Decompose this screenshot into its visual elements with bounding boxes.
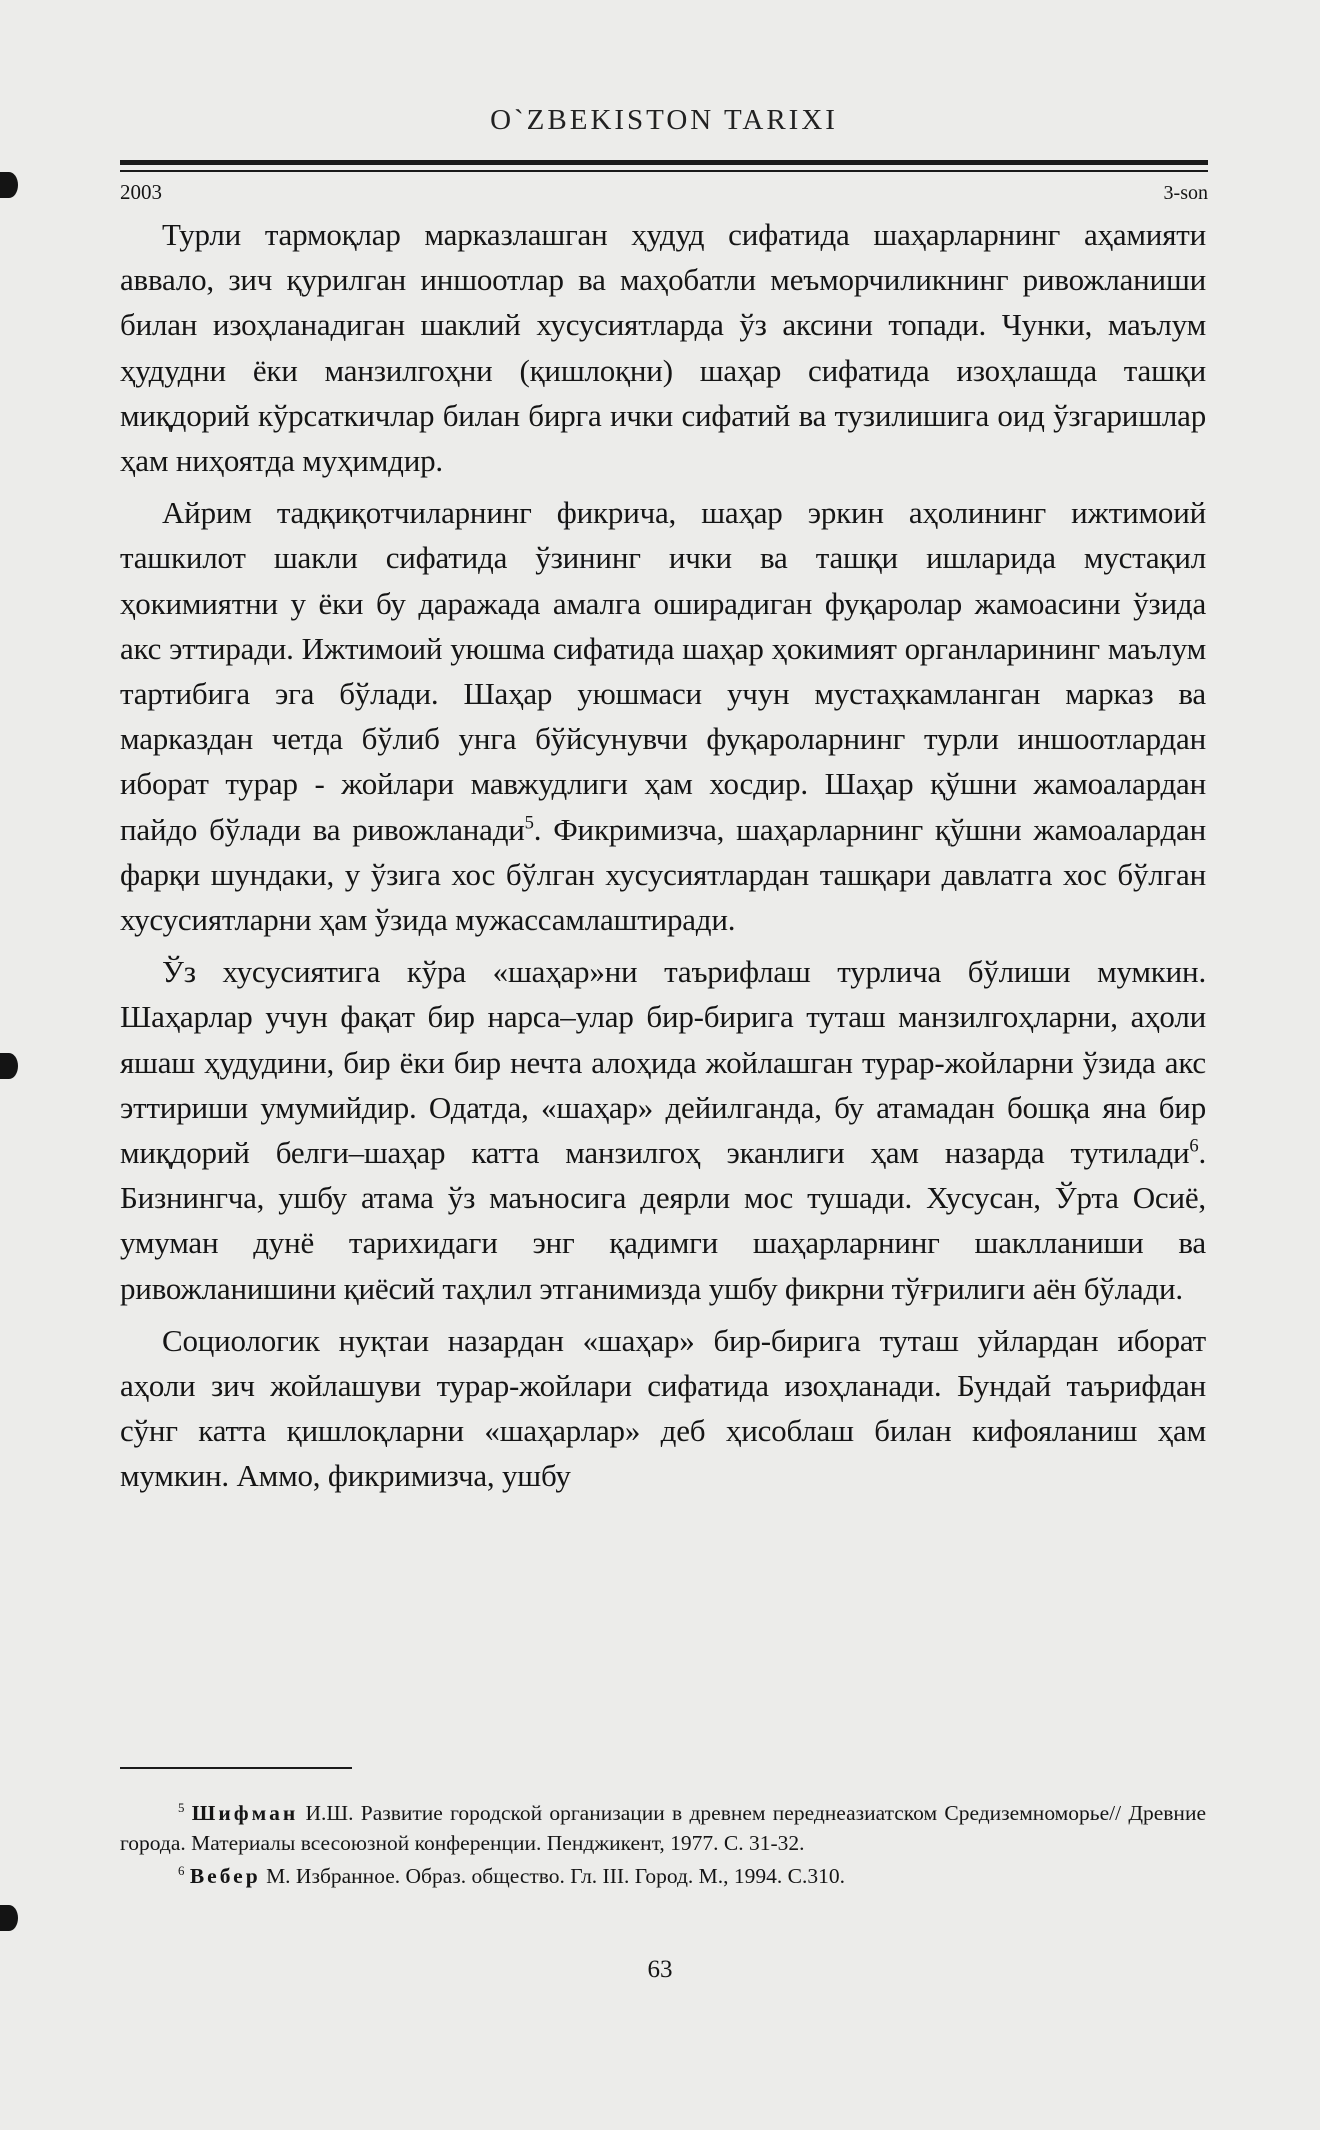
- issue-year: 2003: [120, 180, 162, 204]
- header-rule-thin: [120, 170, 1208, 172]
- article-body: [120, 212, 1206, 1506]
- footnotes: [120, 1799, 1206, 1896]
- paragraph: Ўз хусусиятига кўра «шаҳар»ни таърифлаш турлича бўлиши мумкин. Шаҳарлар учун фақат бир нарса–улар бир-бирига туташ манзилгоҳларни, аҳоли яшаш ҳудудини, бир ёки бир нечта алоҳида жойлашган турар-жойларни ўзида акс эттириши умумийдир. Одатда, «шаҳар» дейилганда, бу атамадан бошқа яна бир миқдорий белги–шаҳар катта манзилгоҳ эканлиги ҳам назарда тутилади$^6$. Бизнингча, ушбу атама ўз маъносига деярли мос тушади. Хусусан, Ўрта Осиё, умуман дунё тарихидаги энг қадимги шаҳарларнинг шаклланиши ва ривожланишини қиёсий таҳлил этганимизда ушбу фикрни тўғрилиги аён бўлади.: [120, 954, 1206, 1306]
- footnote-number: 6: [178, 1863, 185, 1878]
- header-rule-thick: [120, 160, 1208, 165]
- footnote-number: 5: [178, 1800, 185, 1815]
- paragraph: Айрим тадқиқотчиларнинг фикрича, шаҳар эркин аҳолининг ижтимоий ташкилот шакли сифатида ўзининг ички ва ташқи ишларида мустақил ҳокимиятни у ёки бу даражада амалга оширадиган фуқаролар жамоасини ўзида акс эттиради. Ижтимоий уюшма сифатида шаҳар ҳокимият органларининг маълум тартибига эга бўлади. Шаҳар уюшмаси учун мустаҳкамланган марказ ва марказдан четда бўлиб унга бўйсунувчи фуқароларнинг турли иншоотлардан иборат турар - жойлари мавжудлиги ҳам хосдир. Шаҳар қўшни жамоалардан пайдо бўлади ва ривожланади$^5$. Фикримизча, шаҳарларнинг қўшни жамоалардан фарқи шундаки, у ўзига хос бўлган хусусиятлардан ташқари давлатга хос бўлган хусусиятларни ҳам ўзида мужассамлаштиради.: [120, 495, 1206, 938]
- paragraph: Турли тармоқлар марказлашган ҳудуд сифатида шаҳарларнинг аҳамияти аввало, зич қурилган иншоотлар ва маҳобатли меъморчиликнинг ривожланиши билан изоҳланадиган шаклий хусусиятларда ўз аксини топади. Чунки, маълум ҳудудни ёки манзилгоҳни (қишлоқни) шаҳар сифатида изоҳлашда ташқи миқдорий кўрсаткичлар билан бирга ички сифатий ва тузилишига оид ўзгаришлар ҳам ниҳоятда муҳимдир.: [120, 217, 1206, 479]
- footnote-text: М. Избранное. Образ. общество. Гл. III. Город. М., 1994. С.310.: [260, 1864, 845, 1888]
- footnote-divider: [120, 1767, 352, 1769]
- footnote-text: И.Ш. Развитие городской организации в древнем переднеазиатском Средиземноморье// Древние города. Материалы всесоюзной конференции. Пенджикент, 1977. С. 31-32.: [120, 1801, 1206, 1855]
- footnote-ref: 6: [1189, 1135, 1199, 1157]
- footnote: [120, 1799, 1206, 1858]
- journal-title: O`ZBEKISTON TARIXI: [490, 104, 838, 136]
- footnote-ref: 5: [524, 812, 534, 834]
- punch-hole-mark: [0, 172, 18, 198]
- page-number: 63: [647, 1956, 673, 1983]
- punch-hole-mark: [0, 1905, 18, 1931]
- footnote-author: Вебер: [189, 1864, 261, 1888]
- punch-hole-mark: [0, 1053, 18, 1079]
- footnote-author: Шифман: [191, 1801, 299, 1825]
- footnote: [120, 1862, 1206, 1892]
- paragraph: Социологик нуқтаи назардан «шаҳар» бир-бирига туташ уйлардан иборат аҳоли зич жойлашуви турар-жойлари сифатида изоҳланади. Бундай таърифдан сўнг катта қишлоқларни «шаҳарлар» деб ҳисоблаш билан кифояланиш ҳам мумкин. Аммо, фикримизча, ушбу: [120, 1322, 1206, 1494]
- issue-number: 3-son: [1163, 182, 1208, 204]
